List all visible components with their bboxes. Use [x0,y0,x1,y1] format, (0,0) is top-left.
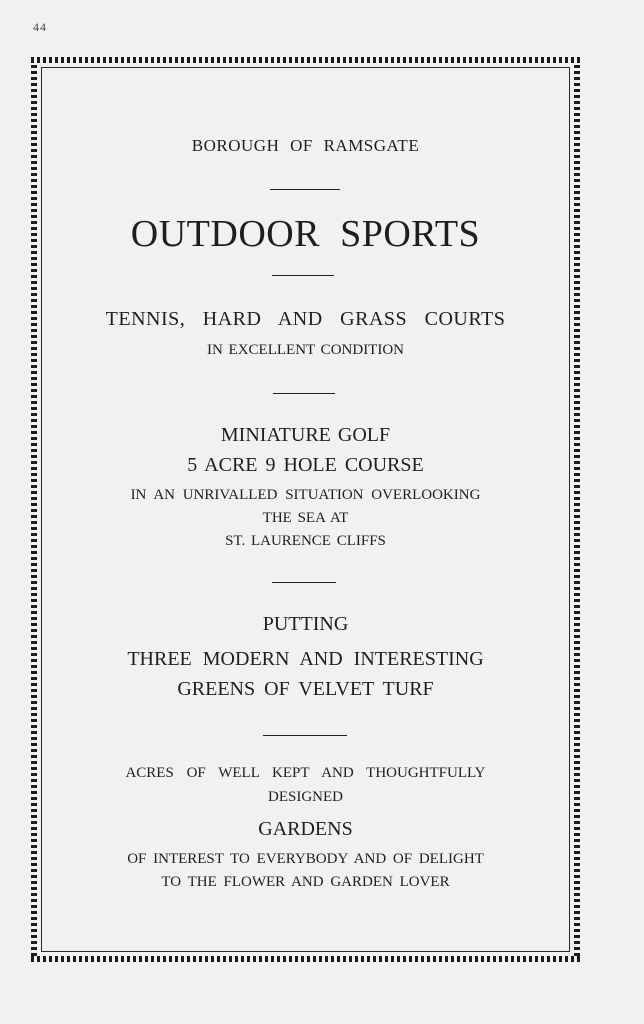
putting-description-line: THREE MODERN AND INTERESTING [127,648,484,670]
divider-rule [273,393,335,394]
page-title: OUTDOOR SPORTS [130,213,481,255]
divider-rule [270,189,340,190]
putting-description-line: GREENS OF VELVET TURF [177,678,434,700]
divider-rule [272,275,334,276]
gardens-description-line: OF INTEREST TO EVERYBODY AND OF DELIGHT [127,851,484,867]
gardens-description-line: ACRES OF WELL KEPT AND THOUGHTFULLY [125,765,486,781]
tennis-heading: TENNIS, HARD AND GRASS COURTS [105,308,506,330]
golf-course: 5 ACRE 9 HOLE COURSE [187,454,424,476]
gardens-description-line: DESIGNED [268,789,343,805]
golf-heading: MINIATURE GOLF [220,424,391,446]
divider-rule [263,735,347,736]
borough-heading: BOROUGH OF RAMSGATE [191,136,420,155]
page-number: 44 [33,20,47,34]
golf-description-line: IN AN UNRIVALLED SITUATION OVERLOOKING [130,487,481,503]
golf-description-line: ST. LAURENCE CLIFFS [225,533,386,549]
putting-heading: PUTTING [262,613,349,635]
tennis-note: IN EXCELLENT CONDITION [206,342,405,358]
golf-description-line: THE SEA AT [262,510,349,526]
divider-rule [272,582,336,583]
gardens-description-line: TO THE FLOWER AND GARDEN LOVER [161,874,450,890]
gardens-heading: GARDENS [258,818,353,840]
